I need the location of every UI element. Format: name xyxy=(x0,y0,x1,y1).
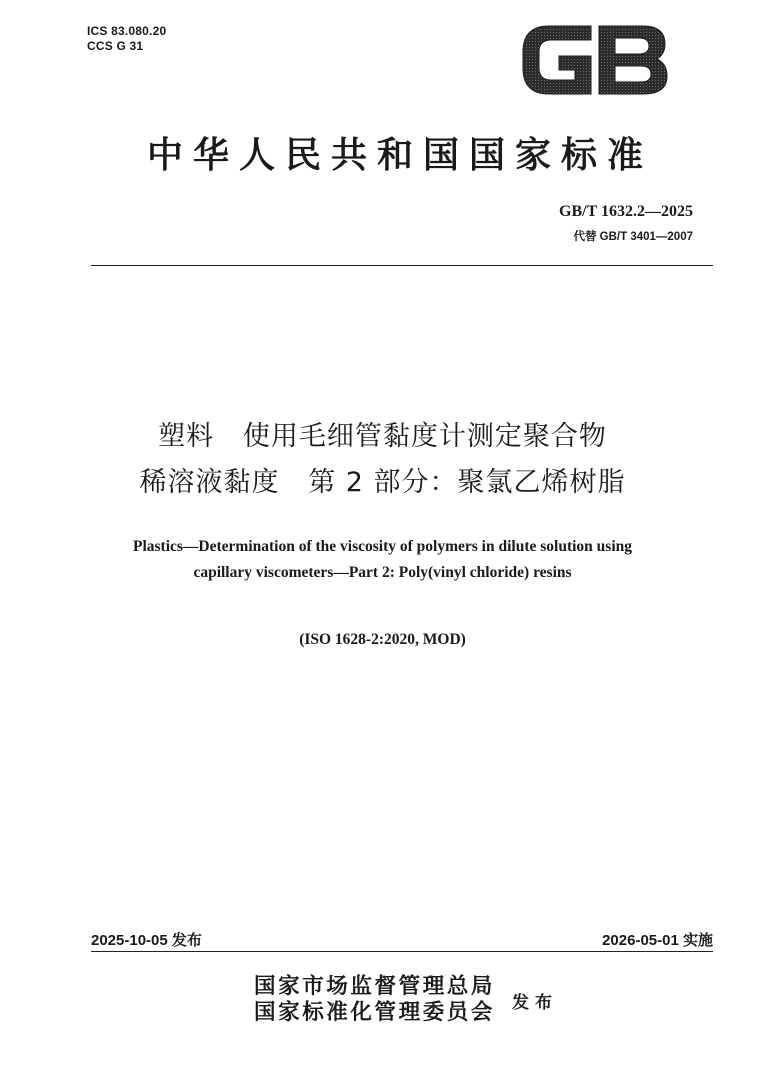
gb-logo xyxy=(519,22,671,98)
publish-label: 发布 xyxy=(512,993,558,1013)
bottom-divider xyxy=(91,951,713,952)
national-standard-title: 中华人民共和国国家标准 xyxy=(146,134,653,176)
top-divider xyxy=(91,265,713,266)
standard-number: GB/T 1632.2—2025 xyxy=(559,203,693,220)
chinese-title-line-2: 稀溶液黏度 第 2 部分：聚氯乙烯树脂 xyxy=(139,467,626,498)
gb-logo-icon xyxy=(519,22,671,98)
english-title-line-2: capillary viscometers—Part 2: Poly(vinyl chloride) resins xyxy=(193,564,572,581)
implementation-date: 2026-05-01 实施 xyxy=(602,932,713,949)
issuer-samr: 国家市场监督管理总局 xyxy=(254,974,496,999)
iso-reference: (ISO 1628-2:2020, MOD) xyxy=(299,631,466,648)
ccs-code: CCS G 31 xyxy=(87,39,144,53)
chinese-title-line-1: 塑料 使用毛细管黏度计测定聚合物 xyxy=(158,421,607,452)
classification-codes xyxy=(87,24,166,54)
issuer-sac: 国家标准化管理委员会 xyxy=(254,1000,496,1025)
english-title-line-1: Plastics—Determination of the viscosity of polymers in dilute solution using xyxy=(132,538,632,555)
issue-date: 2025-10-05 发布 xyxy=(91,932,202,949)
ics-code: ICS 83.080.20 xyxy=(87,24,167,38)
replaced-standard: 代替 GB/T 3401—2007 xyxy=(573,231,693,243)
